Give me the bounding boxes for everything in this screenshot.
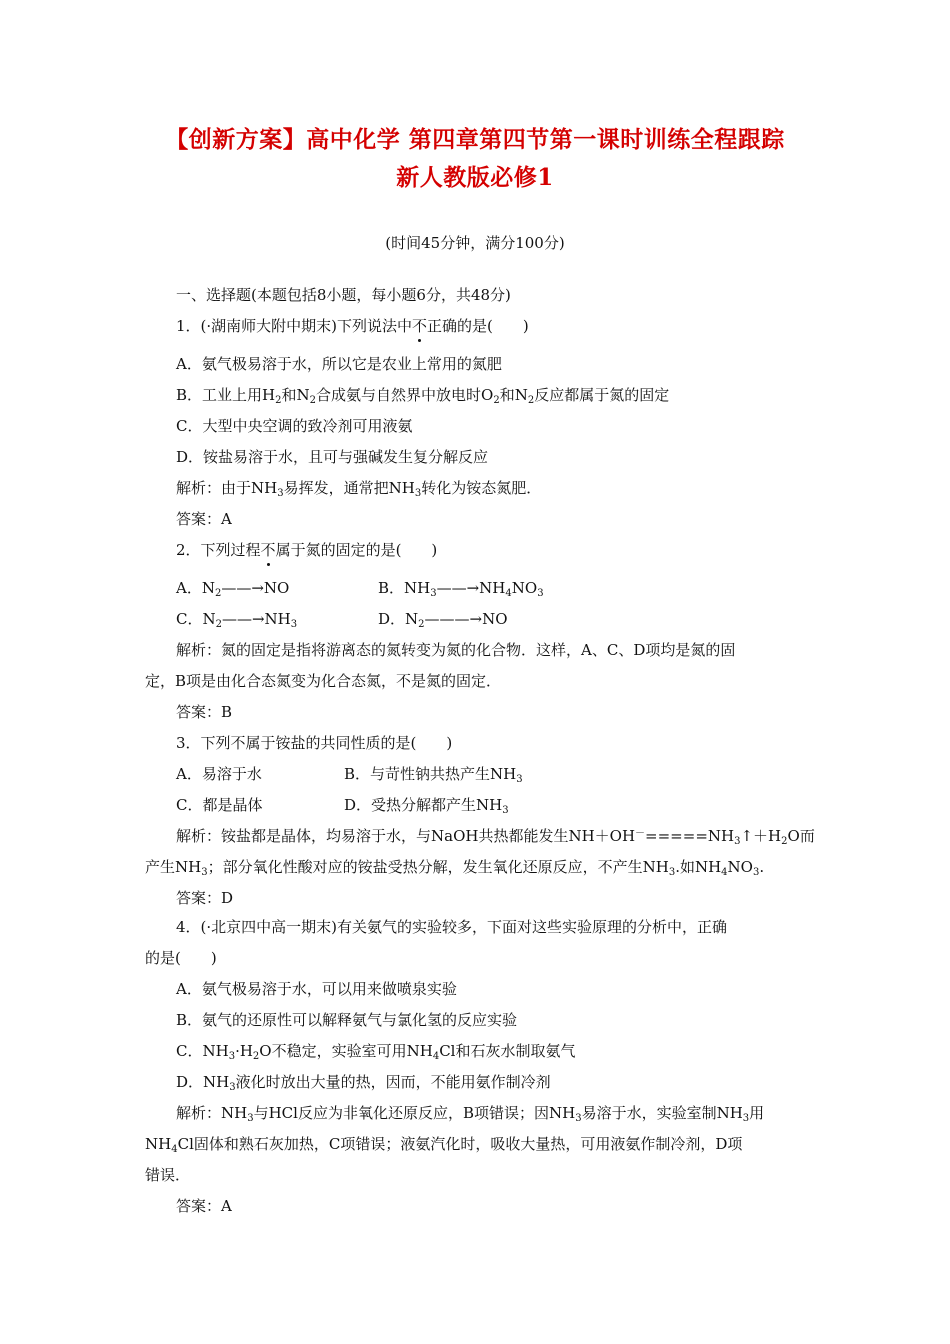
q4-explanation-line1: 解析：$NH_3$与HCl反应为非氧化还原反应，B项错误；因$NH_3$易溶于水，实验室制$NH_3$用	[176, 1104, 765, 1124]
emphasis-dot-text: 不	[260, 541, 276, 559]
q4-option-a: A．氨气极易溶于水，可以用来做喷泉实验	[176, 980, 457, 998]
q1-stem: 1．(·湖南师大附中期末)下列说法中不正确的是( )	[176, 317, 529, 335]
q4-option-b: B．氨气的还原性可以解释氨气与氯化氢的反应实验	[176, 1011, 518, 1029]
q4-option-c: C．$NH_3\cdot H_2O$不稳定，实验室可用$NH_4Cl$和石灰水制取氨气	[176, 1042, 576, 1062]
q3-explanation-line2: 产生$NH_3$；部分氧化性酸对应的铵盐受热分解，发生氧化还原反应，不产生$NH_3$.如$NH_4NO_3$.	[145, 858, 765, 878]
q3-option-a: A．易溶于水	[176, 765, 262, 783]
q4-explanation-line2: $NH_4Cl$固体和熟石灰加热，C项错误；液氨汽化时，吸收大量热，可用液氨作制冷剂，D项	[145, 1135, 743, 1155]
q3-option-c: C．都是晶体	[176, 796, 263, 814]
q2-stem: 2．下列过程不属于氮的固定的是( )	[176, 541, 438, 559]
q1-option-c: C．大型中央空调的致冷剂可用液氨	[176, 417, 413, 435]
q4-answer: 答案：A	[176, 1197, 232, 1215]
q3-explanation-line1: 解析：铵盐都是晶体，均易溶于水，与NaOH共热都能发生$NH+OH^-=====NH_3↑+H_2O$而	[176, 827, 815, 847]
q2-answer: 答案：B	[176, 703, 233, 721]
q4-option-d: D．$NH_3$液化时放出大量的热，因而，不能用氨作制冷剂	[176, 1073, 551, 1093]
q1-answer: 答案：A	[176, 510, 232, 528]
q1-option-b: B．工业上用$H_2$和$N_2$合成氨与自然界中放电时$O_2$和$N_2$反应都属于氮的固定	[176, 386, 670, 406]
time-note: (时间45分钟，满分100分)	[385, 234, 565, 252]
q3-option-b: B．与苛性钠共热产生$NH_3$	[344, 765, 523, 785]
q3-stem: 3．下列不属于铵盐的共同性质的是( )	[176, 734, 453, 752]
emphasis-dot-text: 不	[412, 317, 428, 335]
q2-explanation-line2: 定，B项是由化合态氮变为化合态氮，不是氮的固定．	[145, 672, 502, 690]
q1-explanation: 解析：由于$NH_3$易挥发，通常把$NH_3$转化为铵态氮肥．	[176, 479, 542, 499]
q1-option-d: D．铵盐易溶于水，且可与强碱发生复分解反应	[176, 448, 489, 466]
q4-stem-line1: 4．(·北京四中高一期末)有关氨气的实验较多，下面对这些实验原理的分析中，正确	[176, 918, 728, 936]
q2-option-a: A．$N_2——\to NO$	[176, 579, 290, 599]
q2-option-c: C．$N_2——\to NH_3$	[176, 610, 298, 630]
section-heading: 一、选择题(本题包括8小题，每小题6分，共48分)	[176, 286, 511, 304]
doc-title-line2: 新人教版必修1	[396, 164, 554, 191]
q1-option-a: A．氨气极易溶于水，所以它是农业上常用的氮肥	[176, 355, 502, 373]
doc-title-line1: 【创新方案】高中化学 第四章第四节第一课时训练全程跟踪	[165, 126, 785, 153]
q4-stem-line2: 的是( )	[145, 949, 217, 967]
q2-option-d: D．$N_2———\to NO$	[378, 610, 508, 630]
q4-explanation-line3: 错误．	[145, 1166, 191, 1184]
q3-answer: 答案：D	[176, 889, 234, 907]
q2-explanation-line1: 解析：氮的固定是指将游离态的氮转变为氮的化合物．这样，A、C、D项均是氮的固	[176, 641, 736, 659]
q3-option-d: D．受热分解都产生$NH_3$	[344, 796, 509, 816]
q2-option-b: B．$NH_3——\to NH_4NO_3$	[378, 579, 544, 599]
